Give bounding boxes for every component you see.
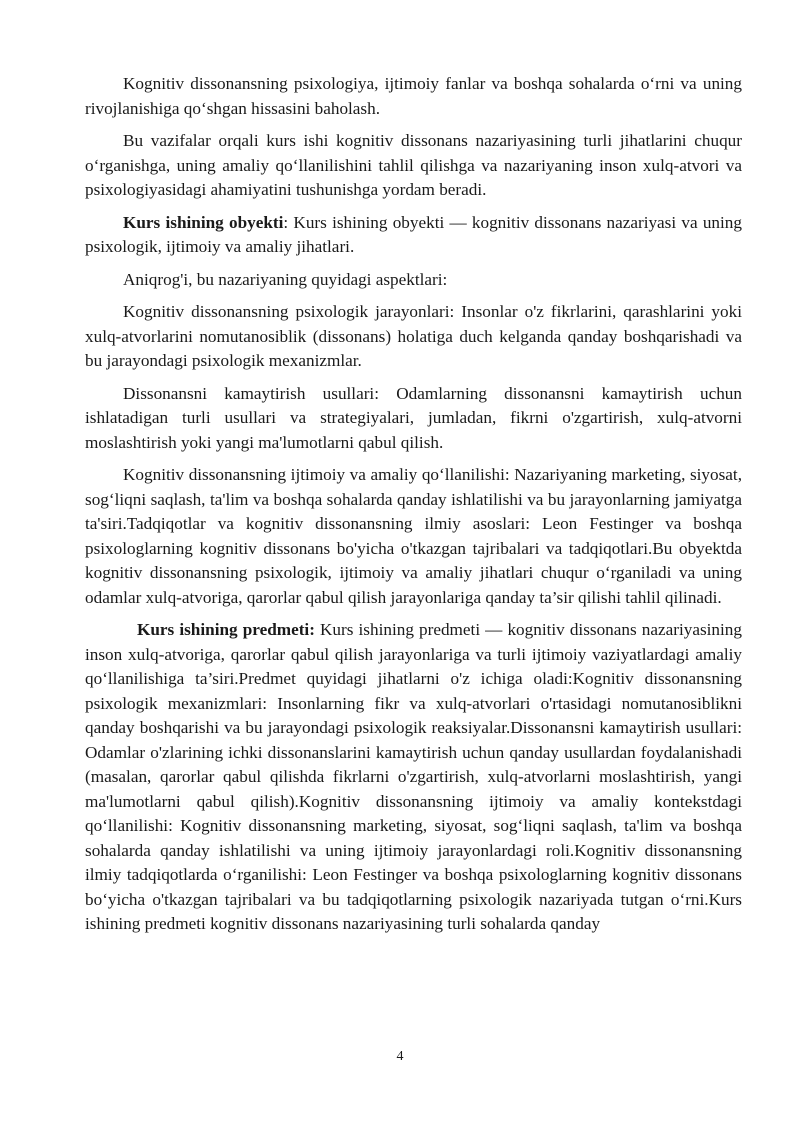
paragraph-6-text: Dissonansni kamaytirish usullari: Odamlarning dissonansni kamaytirish uchun ishlatadigan turli usullari va strategiyalari, jumladan, fikrni o'zgartirish, xulq-atvorni moslashtirish yoki yangi ma'lumotlarni qabul qilish. — [85, 383, 742, 452]
paragraph-5-text: Kognitiv dissonansning psixologik jarayonlari: Insonlar o'z fikrlarini, qarashlarini yoki xulq-atvorlarini nomutanosiblik (dissonans) holatiga duch kelganda qanday boshqarishadi va bu jarayondagi psixologik mexanizmlar. — [85, 302, 742, 370]
document-body — [85, 72, 742, 945]
obyekti-text: : Kurs ishining obyekti — kognitiv dissonans nazariyasi va uning psixologik, ijtimoiy va amaliy jihatlari. — [85, 212, 742, 256]
predmeti-text: Kurs ishining predmeti — kognitiv dissonans nazariyasining inson xulq-atvoriga, qarorlar qabul qilish jarayonlariga va turli ijtimoiy vaziyatlardagi amaliy qo‘llanilishiga ta’siri.Predmet quyidagi jihatlarni o'z ichiga oladi:Kognitiv dissonansning psixologik mexanizmlari: Insonlarning fikr va xulq-atvorlari o'rtasidagi nomutanosiblikni qanday boshqarishi va bu jarayondagi psixologik reaksiyalar.Dissonansni kamaytirish usullari: Odamlar o'zlarining ichki dissonanslarini kamaytirish uchun qanday usullardan foydalanishadi (masalan, qarorlar qabul qilishda fikrlarni o'zgartirish, xulq-atvorlarni moslashtirish, yangi ma'lumotlarni qabul qilish).Kognitiv dissonansning ijtimoiy va amaliy kontekstdagi qo‘llanilishi: Kognitiv dissonansning marketing, siyosat, sog‘liqni saqlash, ta'lim va boshqa sohalarda qanday ishlatilishi va uning ijtimoiy jarayonlardagi roli.Kognitiv dissonansning ilmiy tadqiqotlarda o‘rganilishi: Leon Festinger va boshqa psixologlarning kognitiv dissonans bo‘yicha o'tkazgan tajribalari va bu tadqiqotlarning psixologik nazariyada tutgan o‘rni.Kurs ishining predmeti kognitiv dissonans nazariyasining turli sohalarda qanday — [85, 620, 742, 933]
paragraph-1 — [85, 72, 742, 121]
page-number: 4 — [396, 1049, 404, 1064]
paragraph-2 — [85, 129, 742, 203]
paragraph-2-text: Bu vazifalar orqali kurs ishi kognitiv dissonans nazariyasining turli jihatlarini chuqur o‘rganishga, uning amaliy qo‘llanilishini tahlil qilishga va nazariyaning inson xulq-atvori va psixologiyasidagi ahamiyatini tushunishga yordam beradi. — [85, 131, 742, 199]
predmeti-heading: Kurs ishining predmeti: — [137, 620, 315, 639]
paragraph-obyekti — [85, 211, 742, 260]
obyekti-heading: Kurs ishining obyekti — [123, 212, 284, 232]
paragraph-4-text: Aniqrog'i, bu nazariyaning quyidagi aspektlari: — [123, 269, 448, 289]
paragraph-5 — [85, 300, 742, 374]
paragraph-1-text: Kognitiv dissonansning psixologiya, ijtimoiy fanlar va boshqa sohalarda o‘rni va uning rivojlanishiga qo‘shgan hissasini baholash. — [85, 74, 742, 118]
paragraph-6 — [85, 382, 742, 456]
paragraph-4 — [85, 268, 742, 293]
paragraph-predmeti — [85, 618, 742, 937]
paragraph-7 — [85, 463, 742, 610]
paragraph-7-text: Kognitiv dissonansning ijtimoiy va amaliy qo‘llanilishi: Nazariyaning marketing, siyosat, sog‘liqni saqlash, ta'lim va boshqa sohalarda qanday ishlatilishi va bu jarayonlarning jamiyatga ta'siri.Tadqiqotlar va kognitiv dissonansning ilmiy asoslari: Leon Festinger va boshqa psixologlarning kognitiv dissonans bo'yicha o'tkazgan tajribalari va tadqiqotlari.Bu obyektda kognitiv dissonansning psixologik, ijtimoiy va amaliy jihatlari chuqur o‘rganiladi va uning odamlar xulq-atvoriga, qarorlar qabul qilish jarayonlariga qanday ta’sir qilishi tahlil qilinadi. — [85, 465, 742, 607]
